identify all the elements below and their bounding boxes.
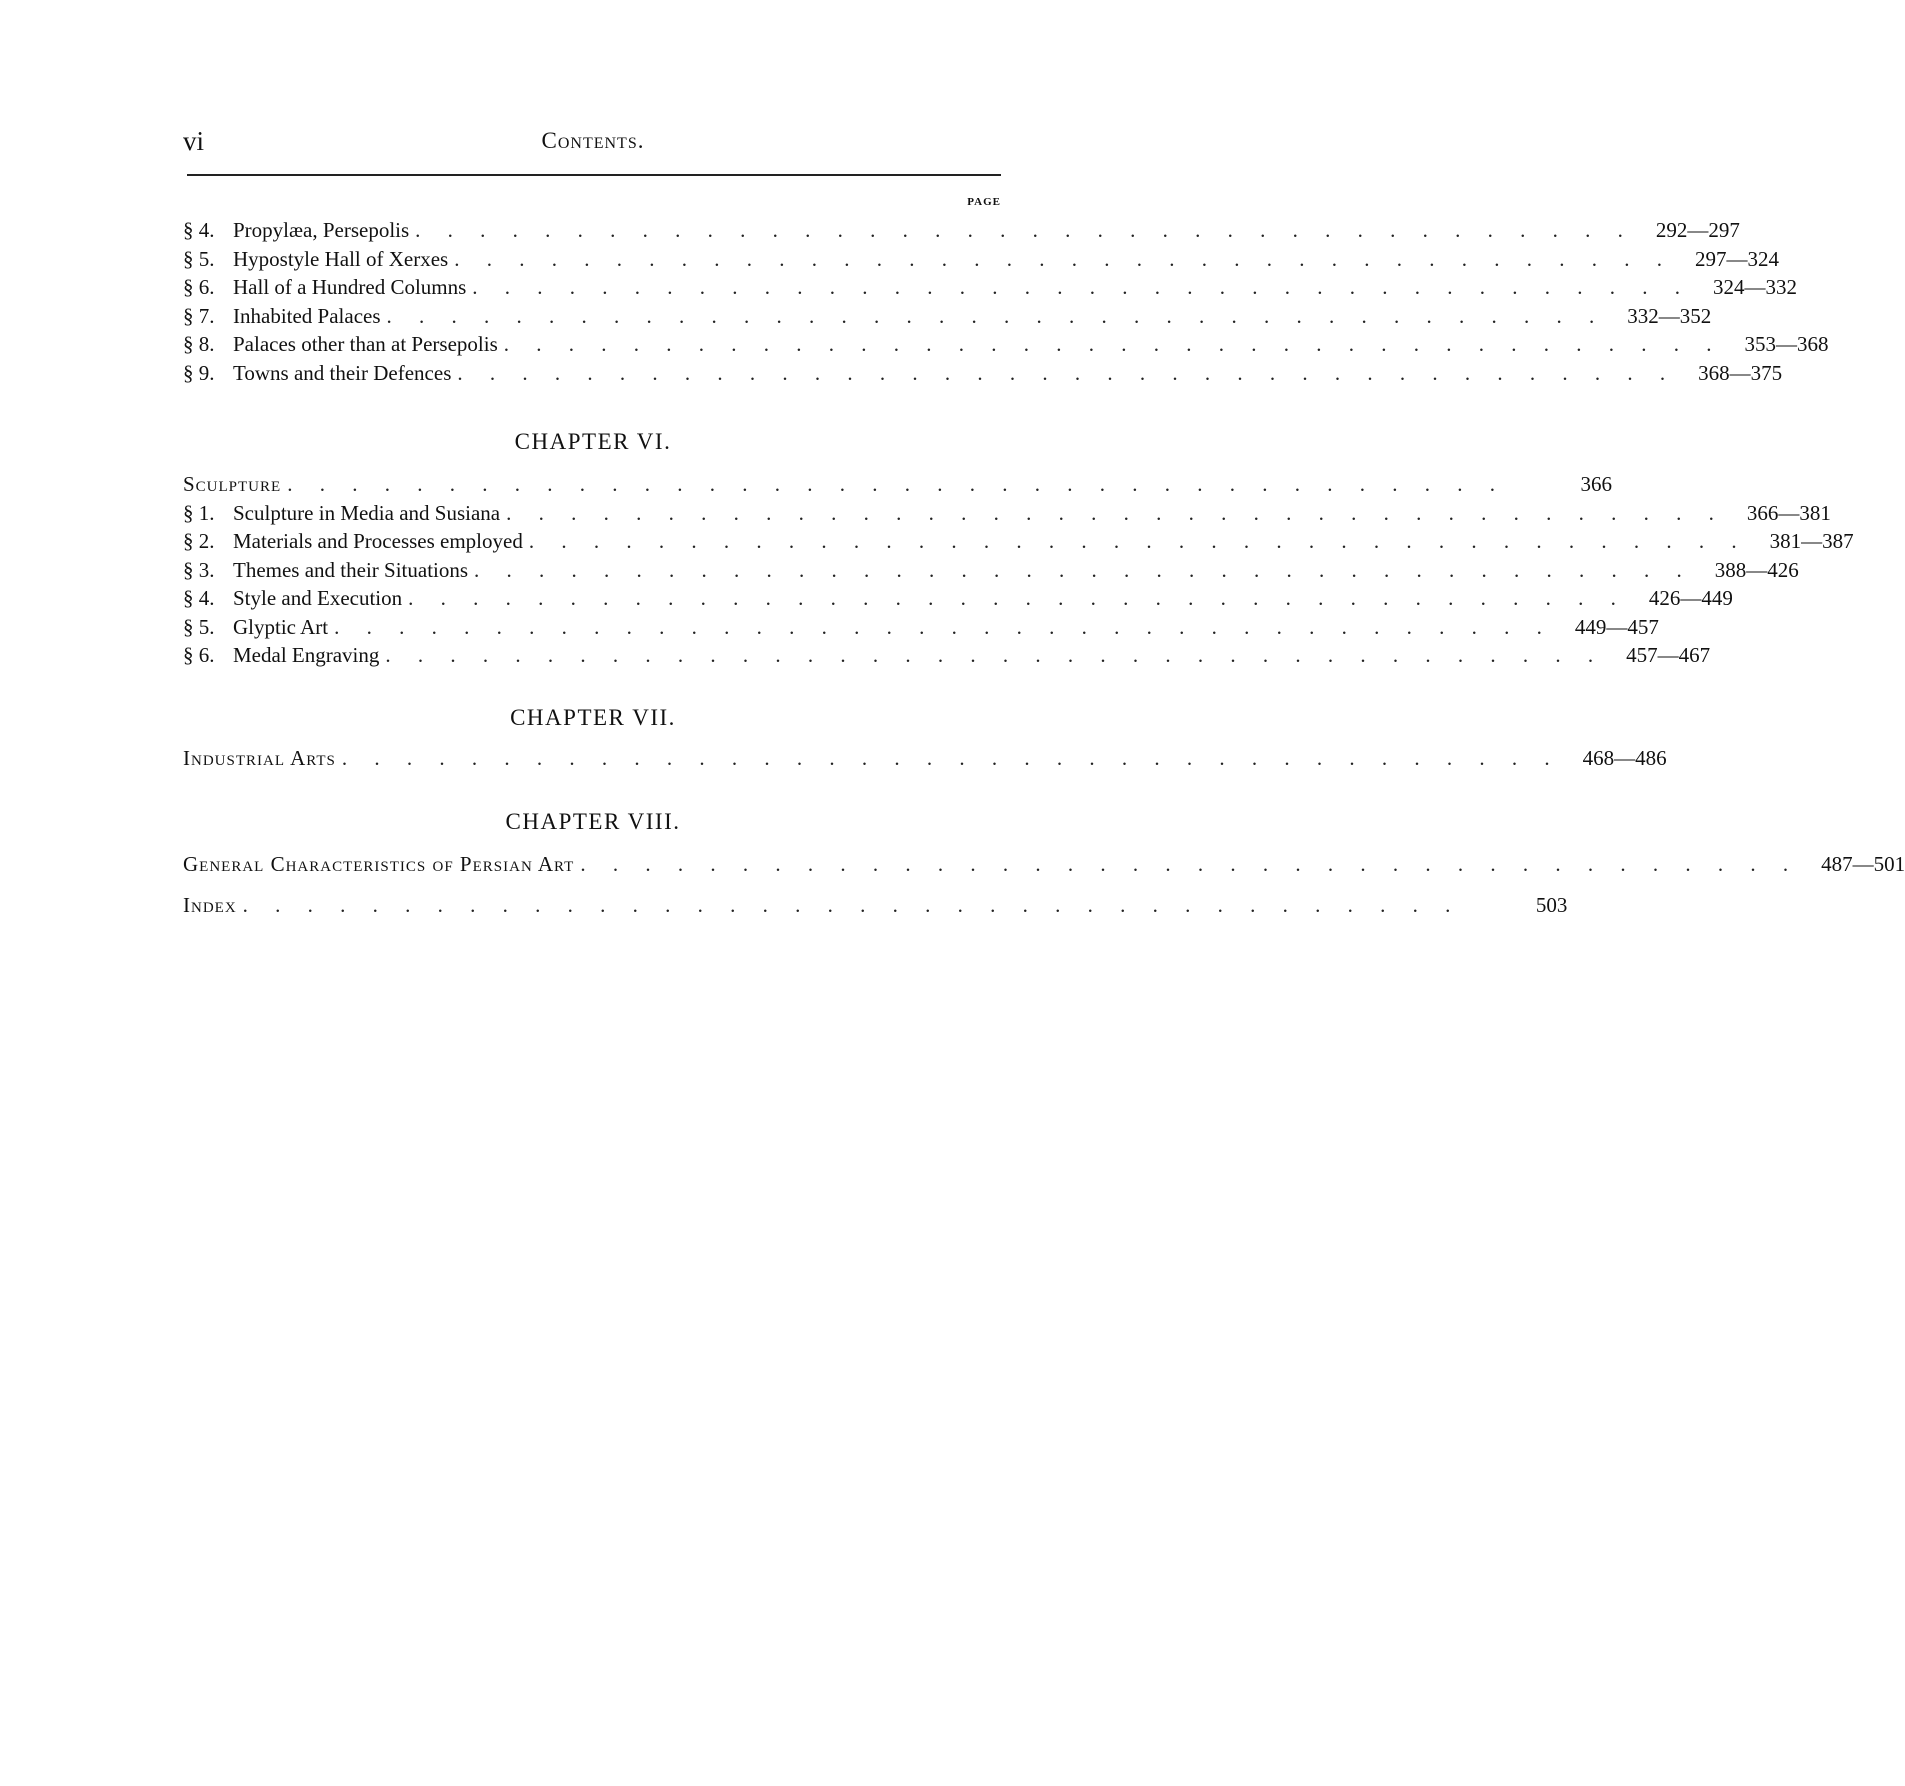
chapter-heading: CHAPTER VI. bbox=[514, 429, 672, 454]
dot-leader: . . . . . . . . . . . . . . . . . . . . . . . . . . . . . . . . . . . . . . bbox=[287, 472, 1506, 496]
dot-leader: . . . . . . . . . . . . . . . . . . . . . . . . . . . . . . . . . . . . . . bbox=[503, 332, 1723, 356]
toc-entry bbox=[183, 584, 1733, 613]
chapter-heading: CHAPTER VII. bbox=[510, 705, 676, 730]
chapter7-block bbox=[183, 698, 1667, 773]
section-title: Medal Engraving bbox=[233, 643, 380, 667]
section-number: § 2. bbox=[183, 529, 215, 553]
dot-leader: . . . . . . . . . . . . . . . . . . . . . . . . . . . . . . . . . . . . . . bbox=[341, 746, 1561, 770]
toc-entry-main bbox=[183, 744, 1667, 773]
toc-entry bbox=[183, 273, 1798, 302]
toc-entry bbox=[183, 330, 1829, 359]
dot-leader: . . . . . . . . . . . . . . . . . . . . . . . . . . . . . . . . . . . . . . bbox=[454, 246, 1673, 271]
page-range: 449—457 bbox=[1574, 614, 1659, 639]
page-range: 366—381 bbox=[1746, 500, 1831, 525]
section-title: Hall of a Hundred Columns bbox=[233, 275, 467, 299]
section-number: § 8. bbox=[183, 332, 215, 356]
dot-leader: . . . . . . . . . . . . . . . . . . . . . . . . . . . . . . . . . . . . . . bbox=[580, 852, 1800, 876]
section-number: § 4. bbox=[183, 586, 215, 610]
page-range: 388—426 bbox=[1714, 557, 1799, 582]
section-number: § 7. bbox=[183, 303, 215, 328]
section-title: Style and Execution bbox=[233, 586, 403, 610]
section-title: Palaces other than at Persepolis bbox=[233, 332, 498, 356]
section-number: § 5. bbox=[183, 246, 215, 271]
toc-entry-main bbox=[183, 470, 1612, 499]
section-number: § 4. bbox=[183, 218, 215, 242]
toc-entry bbox=[183, 216, 1740, 245]
section-title: Themes and their Situations bbox=[233, 557, 469, 582]
running-head bbox=[183, 126, 1003, 166]
page-number: 503 bbox=[1535, 892, 1568, 917]
dot-leader: . . . . . . . . . . . . . . . . . . . . . . . . . . . . . . . . . . . . . . bbox=[415, 218, 1634, 242]
dot-leader: . . . . . . . . . . . . . . . . . . . . . . . . . . . . . . . . . . . . . . bbox=[385, 643, 1605, 667]
chapter5-section-list bbox=[183, 196, 1829, 387]
chapter-title: Industrial Arts bbox=[183, 746, 336, 770]
index-title: Index bbox=[183, 892, 237, 917]
toc-entry bbox=[183, 302, 1712, 331]
page-range: 292—297 bbox=[1655, 218, 1740, 242]
chapter-title: General Characteristics of Persian Art bbox=[183, 852, 575, 876]
toc-entry-index bbox=[183, 891, 1568, 920]
toc-entry-main bbox=[183, 850, 1905, 879]
section-number: § 5. bbox=[183, 614, 215, 639]
dot-leader: . . . . . . . . . . . . . . . . . . . . . . . . . . . . . . . . . . . . . . bbox=[506, 500, 1725, 525]
chapter-heading: CHAPTER VIII. bbox=[505, 809, 681, 834]
page-folio: vi bbox=[183, 126, 205, 156]
page-range: 324—332 bbox=[1713, 275, 1798, 299]
section-number: § 6. bbox=[183, 643, 215, 667]
dot-leader: . . . . . . . . . . . . . . . . . . . . . . . . . . . . . . . . . . . . . . bbox=[242, 892, 1462, 917]
dot-leader: . . . . . . . . . . . . . . . . . . . . . . . . . . . . . . . . . . . . . . bbox=[528, 529, 1748, 553]
section-title: Glyptic Art bbox=[233, 614, 329, 639]
section-number: § 1. bbox=[183, 500, 215, 525]
page-range: 468—486 bbox=[1582, 746, 1667, 770]
section-title: Sculpture in Media and Susiana bbox=[233, 500, 501, 525]
section-title: Propylæa, Persepolis bbox=[233, 218, 410, 242]
toc-entry bbox=[183, 359, 1783, 388]
toc-entry bbox=[183, 527, 1854, 556]
page-range: 487—501 bbox=[1821, 852, 1905, 876]
chapter6-block bbox=[183, 422, 1854, 670]
page-range: 381—387 bbox=[1769, 529, 1854, 553]
page-range: 297—324 bbox=[1694, 246, 1779, 271]
dot-leader: . . . . . . . . . . . . . . . . . . . . . . . . . . . . . . . . . . . . . . bbox=[472, 275, 1692, 299]
toc-entry bbox=[183, 499, 1831, 528]
section-number: § 6. bbox=[183, 275, 215, 299]
toc-entry bbox=[183, 613, 1659, 642]
page-number: 366 bbox=[1580, 472, 1612, 496]
dot-leader: . . . . . . . . . . . . . . . . . . . . . . . . . . . . . . . . . . . . . . bbox=[474, 557, 1693, 582]
page-range: 457—467 bbox=[1626, 643, 1711, 667]
section-title: Inhabited Palaces bbox=[233, 303, 381, 328]
section-title: Hypostyle Hall of Xerxes bbox=[233, 246, 449, 271]
section-number: § 9. bbox=[183, 360, 215, 385]
section-title: Towns and their Defences bbox=[233, 360, 452, 385]
toc-entry bbox=[183, 556, 1799, 585]
section-title: Materials and Processes employed bbox=[233, 529, 523, 553]
chapter8-block bbox=[183, 802, 1905, 919]
dot-leader: . . . . . . . . . . . . . . . . . . . . . . . . . . . . . . . . . . . . . . bbox=[334, 614, 1553, 639]
header-rule bbox=[187, 174, 1001, 176]
section-number: § 3. bbox=[183, 557, 215, 582]
page-range: 353—368 bbox=[1744, 332, 1829, 356]
chapter-title: Sculpture bbox=[183, 472, 282, 496]
dot-leader: . . . . . . . . . . . . . . . . . . . . . . . . . . . . . . . . . . . . . . bbox=[457, 360, 1677, 385]
toc-entry bbox=[183, 245, 1779, 274]
page-range: 332—352 bbox=[1627, 303, 1712, 328]
page-range: 368—375 bbox=[1698, 360, 1783, 385]
page-column-label: PAGE bbox=[967, 196, 1001, 208]
dot-leader: . . . . . . . . . . . . . . . . . . . . . . . . . . . . . . . . . . . . . . bbox=[408, 586, 1627, 610]
running-head-title: Contents. bbox=[541, 128, 645, 153]
dot-leader: . . . . . . . . . . . . . . . . . . . . . . . . . . . . . . . . . . . . . . bbox=[386, 303, 1606, 328]
page-range: 426—449 bbox=[1648, 586, 1733, 610]
toc-entry bbox=[183, 641, 1711, 670]
